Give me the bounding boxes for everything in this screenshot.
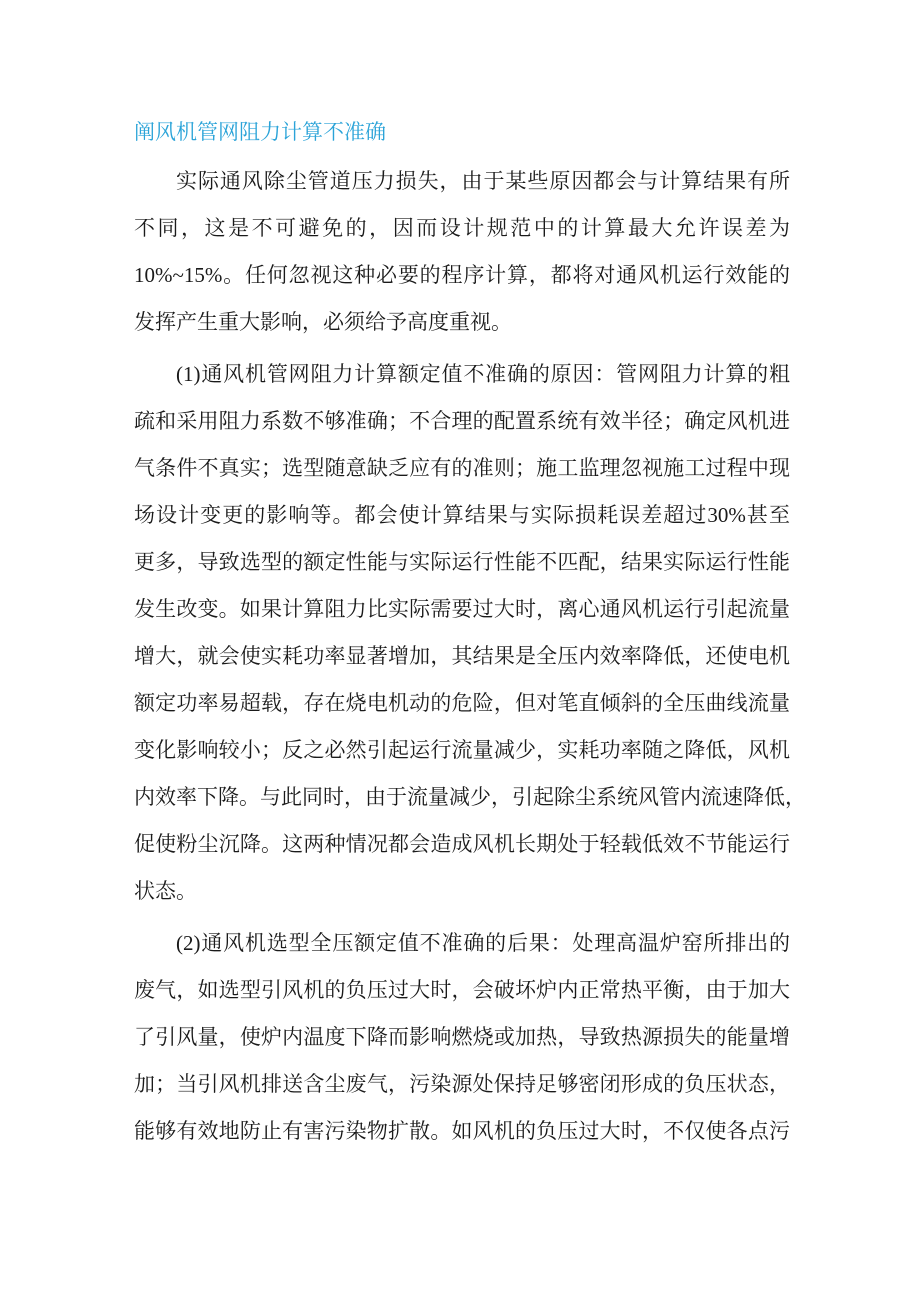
text-line: 发挥产生重大影响，必须给予高度重视。 bbox=[134, 310, 512, 334]
text-line: (2)通风机选型全压额定值不准确的后果：处理高温炉窑所排出的 bbox=[176, 931, 790, 955]
text-line: 了引风量，使炉内温度下降而影响燃烧或加热，导致热源损失的能量增 bbox=[134, 1025, 790, 1049]
text-line: 疏和采用阻力系数不够准确；不合理的配置系统有效半径；确定风机进 bbox=[134, 409, 790, 433]
text-line: 发生改变。如果计算阻力比实际需要过大时，离心通风机运行引起流量 bbox=[134, 597, 790, 621]
text-line: 废气，如选型引风机的负压过大时，会破坏炉内正常热平衡，由于加大 bbox=[134, 978, 790, 1002]
text-line: 场设计变更的影响等。都会使计算结果与实际损耗误差超过30%甚至 bbox=[134, 503, 790, 527]
text-line: 不同，这是不可避免的，因而设计规范中的计算最大允许误差为 bbox=[134, 216, 790, 240]
text-line: 更多，导致选型的额定性能与实际运行性能不匹配，结果实际运行性能 bbox=[134, 550, 790, 574]
text-line: 状态。 bbox=[134, 879, 197, 903]
text-line: 内效率下降。与此同时，由于流量减少，引起除尘系统风管内流速降低， bbox=[134, 785, 806, 809]
text-line: 能够有效地防止有害污染物扩散。如风机的负压过大时，不仅使各点污 bbox=[134, 1119, 790, 1143]
text-line: 气条件不真实；选型随意缺乏应有的准则；施工监理忽视施工过程中现 bbox=[134, 456, 790, 480]
text-line: 实际通风除尘管道压力损失，由于某些原因都会与计算结果有所 bbox=[176, 169, 790, 193]
text-line: 促使粉尘沉降。这两种情况都会造成风机长期处于轻载低效不节能运行 bbox=[134, 832, 790, 856]
text-line: (1)通风机管网阻力计算额定值不准确的原因：管网阻力计算的粗 bbox=[176, 362, 790, 386]
text-line: 变化影响较小；反之必然引起运行流量减少，实耗功率随之降低，风机 bbox=[134, 738, 790, 762]
text-line: 10%~15%。任何忽视这种必要的程序计算，都将对通风机运行效能的 bbox=[134, 263, 790, 287]
text-line: 额定功率易超载，存在烧电机动的危险，但对笔直倾斜的全压曲线流量 bbox=[134, 691, 790, 715]
section-heading: 阐风机管网阻力计算不准确 bbox=[134, 120, 386, 144]
text-line: 加；当引风机排送含尘废气，污染源处保持足够密闭形成的负压状态， bbox=[134, 1072, 790, 1096]
text-line: 增大，就会使实耗功率显著增加，其结果是全压内效率降低，还使电机 bbox=[134, 644, 790, 668]
